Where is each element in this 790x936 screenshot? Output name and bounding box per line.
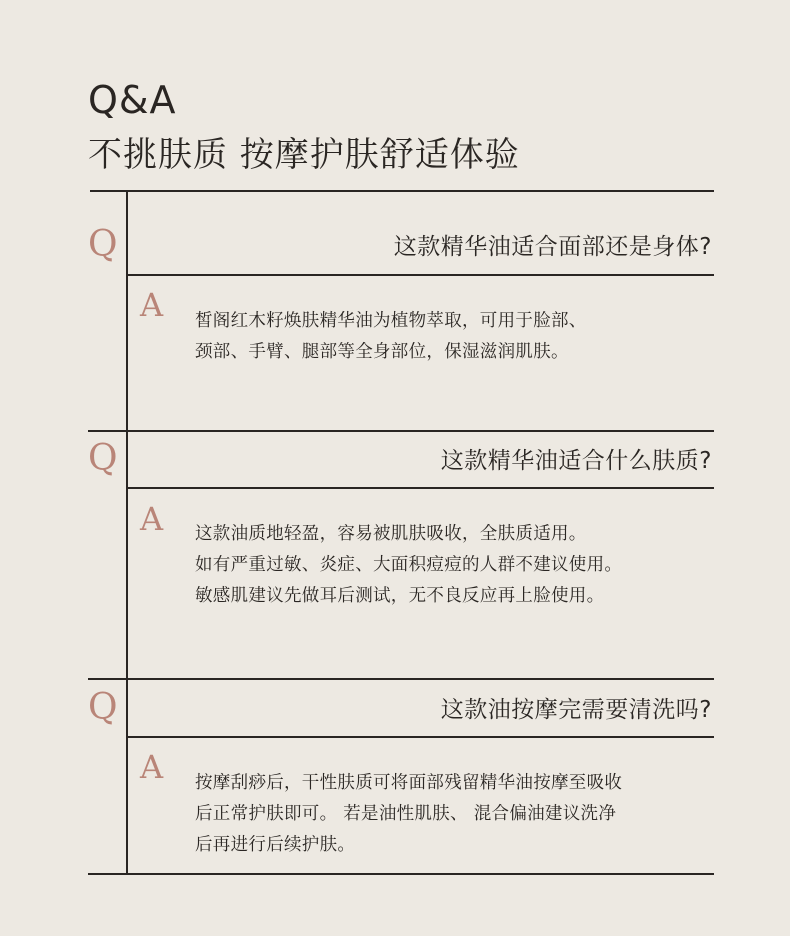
answer-1-line: 皙阁红木籽焕肤精华油为植物萃取，可用于脸部、 bbox=[195, 311, 587, 331]
answer-3 bbox=[195, 768, 622, 861]
page-subtitle: 不挑肤质 按摩护肤舒适体验 bbox=[88, 135, 520, 175]
question-marker: Q bbox=[88, 224, 118, 265]
question-marker: Q bbox=[88, 438, 118, 479]
answer-2-line: 这款油质地轻盈，容易被肌肤吸收，全肤质适用。 bbox=[195, 524, 587, 544]
answer-3-line: 后再进行后续护肤。 bbox=[195, 835, 356, 855]
answer-marker: A bbox=[140, 286, 164, 324]
answer-marker: A bbox=[140, 748, 164, 786]
question-2-rule bbox=[126, 487, 714, 489]
item-2-divider bbox=[88, 678, 714, 680]
answer-1-line: 颈部、手臂、腿部等全身部位，保湿滋润肌肤。 bbox=[195, 342, 569, 362]
question-1: 这款精华油适合面部还是身体? bbox=[393, 234, 712, 260]
answer-2-line: 如有严重过敏、炎症、大面积痘痘的人群不建议使用。 bbox=[195, 555, 623, 575]
answer-1 bbox=[195, 306, 587, 368]
question-2: 这款精华油适合什么肤质? bbox=[440, 448, 712, 474]
page-header bbox=[88, 78, 520, 176]
answer-3-line: 后正常护肤即可。 若是油性肌肤、 混合偏油建议洗净 bbox=[195, 804, 617, 824]
page-title: Q&A bbox=[88, 78, 177, 122]
question-marker: Q bbox=[88, 687, 118, 728]
left-vertical-rule bbox=[126, 190, 128, 874]
item-1-divider bbox=[88, 430, 714, 432]
answer-2 bbox=[195, 519, 622, 612]
answer-3-line: 按摩刮痧后，干性肤质可将面部残留精华油按摩至吸收 bbox=[195, 773, 623, 793]
question-3: 这款油按摩完需要清洗吗? bbox=[440, 697, 712, 723]
answer-2-line: 敏感肌建议先做耳后测试，无不良反应再上脸使用。 bbox=[195, 586, 605, 606]
answer-marker: A bbox=[140, 500, 164, 538]
question-3-rule bbox=[126, 736, 714, 738]
question-1-rule bbox=[126, 274, 714, 276]
bottom-rule bbox=[88, 873, 714, 875]
top-rule bbox=[90, 190, 714, 192]
